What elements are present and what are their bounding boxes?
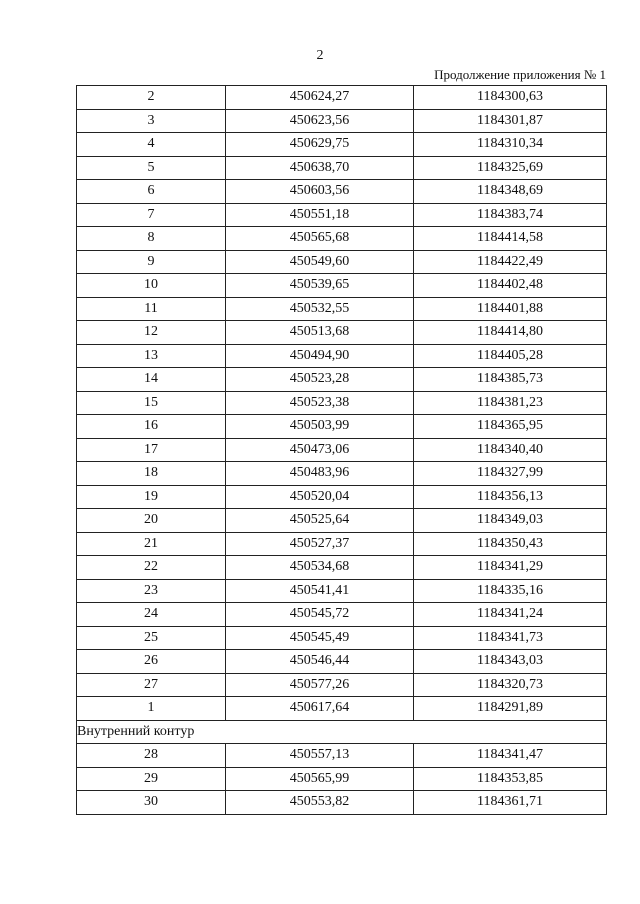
- x-coordinate-cell: 450523,28: [226, 368, 414, 392]
- table-row: [77, 673, 607, 697]
- y-coordinate-cell: 1184349,03: [414, 509, 607, 533]
- y-coordinate-cell: 1184341,73: [414, 626, 607, 650]
- point-number-cell: 19: [77, 485, 226, 509]
- point-number-cell: 10: [77, 274, 226, 298]
- x-coordinate-cell: 450473,06: [226, 438, 414, 462]
- point-number-cell: 30: [77, 791, 226, 815]
- x-coordinate-cell: 450503,99: [226, 415, 414, 439]
- table-row: [77, 203, 607, 227]
- y-coordinate-cell: 1184341,47: [414, 744, 607, 768]
- point-number-cell: 11: [77, 297, 226, 321]
- table-row: [77, 415, 607, 439]
- y-coordinate-cell: 1184325,69: [414, 156, 607, 180]
- x-coordinate-cell: 450638,70: [226, 156, 414, 180]
- x-coordinate-cell: 450553,82: [226, 791, 414, 815]
- y-coordinate-cell: 1184341,29: [414, 556, 607, 580]
- table-row: [77, 744, 607, 768]
- y-coordinate-cell: 1184383,74: [414, 203, 607, 227]
- y-coordinate-cell: 1184361,71: [414, 791, 607, 815]
- table-row: [77, 180, 607, 204]
- table-row: [77, 250, 607, 274]
- x-coordinate-cell: 450545,49: [226, 626, 414, 650]
- page-number: 2: [316, 48, 324, 63]
- x-coordinate-cell: 450539,65: [226, 274, 414, 298]
- table-row: [77, 509, 607, 533]
- table-row: [77, 321, 607, 345]
- table-row: [77, 650, 607, 674]
- point-number-cell: 18: [77, 462, 226, 486]
- point-number-cell: 22: [77, 556, 226, 580]
- table-row: [77, 274, 607, 298]
- x-coordinate-cell: 450532,55: [226, 297, 414, 321]
- point-number-cell: 5: [77, 156, 226, 180]
- point-number-cell: 14: [77, 368, 226, 392]
- table-row: [77, 438, 607, 462]
- x-coordinate-cell: 450624,27: [226, 86, 414, 110]
- table-row: [77, 297, 607, 321]
- table-row: [77, 86, 607, 110]
- point-number-cell: 3: [77, 109, 226, 133]
- y-coordinate-cell: 1184422,49: [414, 250, 607, 274]
- table-row: [77, 462, 607, 486]
- point-number-cell: 8: [77, 227, 226, 251]
- table-row: [77, 156, 607, 180]
- y-coordinate-cell: 1184385,73: [414, 368, 607, 392]
- x-coordinate-cell: 450549,60: [226, 250, 414, 274]
- y-coordinate-cell: 1184300,63: [414, 86, 607, 110]
- y-coordinate-cell: 1184353,85: [414, 767, 607, 791]
- point-number-cell: 25: [77, 626, 226, 650]
- table-row: [77, 791, 607, 815]
- point-number-cell: 6: [77, 180, 226, 204]
- x-coordinate-cell: 450565,99: [226, 767, 414, 791]
- point-number-cell: 28: [77, 744, 226, 768]
- point-number-cell: 15: [77, 391, 226, 415]
- point-number-cell: 4: [77, 133, 226, 157]
- x-coordinate-cell: 450551,18: [226, 203, 414, 227]
- table-row: [77, 133, 607, 157]
- point-number-cell: 24: [77, 603, 226, 627]
- table-row: [77, 368, 607, 392]
- point-number-cell: 17: [77, 438, 226, 462]
- table-row: [77, 391, 607, 415]
- x-coordinate-cell: 450483,96: [226, 462, 414, 486]
- point-number-cell: 23: [77, 579, 226, 603]
- point-number-cell: 16: [77, 415, 226, 439]
- table-row: [77, 227, 607, 251]
- x-coordinate-cell: 450494,90: [226, 344, 414, 368]
- table-row: [77, 603, 607, 627]
- x-coordinate-cell: 450527,37: [226, 532, 414, 556]
- y-coordinate-cell: 1184414,58: [414, 227, 607, 251]
- y-coordinate-cell: 1184327,99: [414, 462, 607, 486]
- y-coordinate-cell: 1184340,40: [414, 438, 607, 462]
- x-coordinate-cell: 450565,68: [226, 227, 414, 251]
- point-number-cell: 9: [77, 250, 226, 274]
- point-number-cell: 12: [77, 321, 226, 345]
- y-coordinate-cell: 1184405,28: [414, 344, 607, 368]
- point-number-cell: 1: [77, 697, 226, 721]
- x-coordinate-cell: 450513,68: [226, 321, 414, 345]
- continuation-label: Продолжение приложения № 1: [434, 67, 606, 82]
- x-coordinate-cell: 450603,56: [226, 180, 414, 204]
- y-coordinate-cell: 1184291,89: [414, 697, 607, 721]
- table-row: [77, 579, 607, 603]
- x-coordinate-cell: 450617,64: [226, 697, 414, 721]
- x-coordinate-cell: 450520,04: [226, 485, 414, 509]
- y-coordinate-cell: 1184365,95: [414, 415, 607, 439]
- table-row: [77, 767, 607, 791]
- y-coordinate-cell: 1184381,23: [414, 391, 607, 415]
- y-coordinate-cell: 1184348,69: [414, 180, 607, 204]
- table-row: [77, 485, 607, 509]
- table-row: [77, 532, 607, 556]
- section-row: [77, 720, 607, 744]
- section-label: Внутренний контур: [77, 720, 607, 744]
- table-row: [77, 697, 607, 721]
- x-coordinate-cell: 450629,75: [226, 133, 414, 157]
- point-number-cell: 29: [77, 767, 226, 791]
- table-row: [77, 344, 607, 368]
- x-coordinate-cell: 450557,13: [226, 744, 414, 768]
- y-coordinate-cell: 1184341,24: [414, 603, 607, 627]
- point-number-cell: 20: [77, 509, 226, 533]
- x-coordinate-cell: 450541,41: [226, 579, 414, 603]
- y-coordinate-cell: 1184310,34: [414, 133, 607, 157]
- point-number-cell: 21: [77, 532, 226, 556]
- table-row: [77, 626, 607, 650]
- y-coordinate-cell: 1184343,03: [414, 650, 607, 674]
- table-row: [77, 109, 607, 133]
- y-coordinate-cell: 1184301,87: [414, 109, 607, 133]
- y-coordinate-cell: 1184320,73: [414, 673, 607, 697]
- x-coordinate-cell: 450534,68: [226, 556, 414, 580]
- y-coordinate-cell: 1184414,80: [414, 321, 607, 345]
- point-number-cell: 27: [77, 673, 226, 697]
- point-number-cell: 7: [77, 203, 226, 227]
- y-coordinate-cell: 1184335,16: [414, 579, 607, 603]
- point-number-cell: 13: [77, 344, 226, 368]
- table-row: [77, 556, 607, 580]
- x-coordinate-cell: 450525,64: [226, 509, 414, 533]
- x-coordinate-cell: 450523,38: [226, 391, 414, 415]
- x-coordinate-cell: 450577,26: [226, 673, 414, 697]
- point-number-cell: 2: [77, 86, 226, 110]
- x-coordinate-cell: 450545,72: [226, 603, 414, 627]
- y-coordinate-cell: 1184356,13: [414, 485, 607, 509]
- y-coordinate-cell: 1184350,43: [414, 532, 607, 556]
- y-coordinate-cell: 1184401,88: [414, 297, 607, 321]
- x-coordinate-cell: 450546,44: [226, 650, 414, 674]
- point-number-cell: 26: [77, 650, 226, 674]
- coordinates-table: [76, 85, 607, 815]
- coordinates-table-body: [77, 86, 607, 815]
- x-coordinate-cell: 450623,56: [226, 109, 414, 133]
- y-coordinate-cell: 1184402,48: [414, 274, 607, 298]
